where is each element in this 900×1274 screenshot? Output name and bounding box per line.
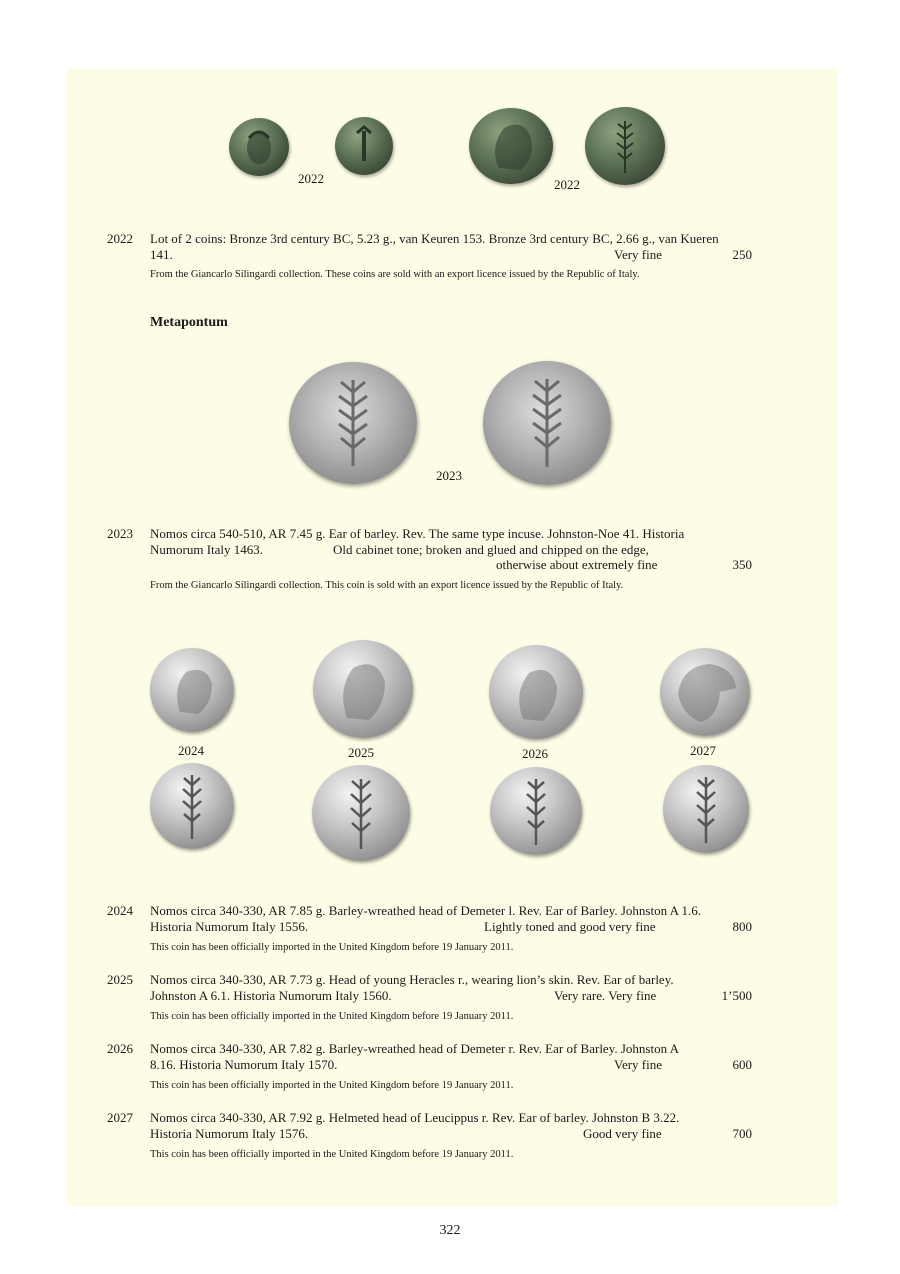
head-portrait-icon — [229, 118, 289, 176]
lot-estimate: 800 — [732, 918, 752, 934]
lot-description-2026 — [150, 1041, 752, 1072]
coin-2027-reverse-image — [663, 765, 749, 853]
lot-text-line2: Johnston A 6.1. Historia Numorum Italy 1560. — [150, 987, 392, 1003]
lot-description-2027 — [150, 1110, 752, 1141]
barley-ear-icon — [663, 765, 749, 853]
lot-estimate: 600 — [732, 1056, 752, 1072]
coin-label-2022-a: 2022 — [298, 171, 324, 186]
coin-2023-obverse-image — [289, 362, 417, 484]
section-heading: Metapontum — [150, 315, 228, 330]
lot-text-line2: Numorum Italy 1463. — [150, 541, 264, 557]
coin-label-2023: 2023 — [436, 468, 462, 483]
coin-2024-reverse-image — [150, 763, 234, 849]
lot-text-line1: Nomos circa 340-330, AR 7.82 g. Barley-wreathed head of Demeter r. Rev. Ear of Barley. Johnston A — [150, 1041, 680, 1056]
head-portrait-icon — [150, 648, 234, 732]
lot-provenance-note-2024: This coin has been officially imported in the United Kingdom before 19 January 2011. — [150, 942, 514, 953]
lot-grade-line: Old cabinet tone; broken and glued and chipped on the edge, — [333, 541, 649, 557]
lot-grade: otherwise about extremely fine — [496, 557, 658, 572]
head-portrait-icon — [313, 640, 413, 738]
lot-number-2023: 2023 — [107, 526, 133, 541]
coin-2022-b-obverse-image — [469, 108, 553, 184]
barley-ear-icon — [150, 763, 234, 849]
lot-text-line1: Lot of 2 coins: Bronze 3rd century BC, 5.23 g., van Keuren 153. Bronze 3rd century BC, 2.66 g., van Kueren — [150, 231, 719, 246]
coin-2025-obverse-image — [313, 640, 413, 738]
lot-text-line1: Nomos circa 340-330, AR 7.92 g. Helmeted head of Leucippus r. Rev. Ear of barley. Johnston B 3.22. — [150, 1110, 680, 1125]
lot-estimate: 250 — [732, 246, 752, 262]
lot-provenance-note-2026: This coin has been officially imported in the United Kingdom before 19 January 2011. — [150, 1080, 514, 1091]
coin-2022-b-reverse-image — [585, 107, 665, 185]
barley-ear-icon — [585, 107, 665, 185]
coin-2022-a-reverse-image — [335, 117, 393, 175]
coin-label-2026: 2026 — [522, 746, 548, 761]
page-number: 322 — [439, 1223, 461, 1238]
coin-label-2027: 2027 — [690, 743, 716, 758]
lot-description-2025 — [150, 972, 752, 1003]
lot-number-2025: 2025 — [107, 972, 133, 987]
lot-estimate: 1’500 — [721, 987, 752, 1003]
coin-2024-obverse-image — [150, 648, 234, 732]
barley-ear-icon — [490, 767, 582, 855]
lot-grade: Very rare. Very fine — [554, 987, 657, 1003]
lot-provenance-note-2023: From the Giancarlo Silingardi collection. This coin is sold with an export licence issued by the Republic of Italy. — [150, 580, 624, 591]
coin-2022-a-obverse-image — [229, 118, 289, 176]
coin-label-2022-b: 2022 — [554, 177, 580, 192]
coin-2027-obverse-image — [660, 648, 750, 736]
helmeted-head-icon — [660, 648, 750, 736]
coin-2026-obverse-image — [489, 645, 583, 739]
lot-number-2026: 2026 — [107, 1041, 133, 1056]
torch-icon — [335, 117, 393, 175]
lot-number-2022: 2022 — [107, 231, 133, 246]
lot-description-2024 — [150, 903, 752, 934]
head-portrait-icon — [469, 108, 553, 184]
lot-description-2022 — [150, 231, 752, 262]
coin-2026-reverse-image — [490, 767, 582, 855]
lot-provenance-note-2027: This coin has been officially imported in the United Kingdom before 19 January 2011. — [150, 1149, 514, 1160]
lot-grade: Lightly toned and good very fine — [484, 918, 656, 934]
lot-text-line2: Historia Numorum Italy 1556. — [150, 918, 309, 934]
lot-grade: Very fine — [614, 1056, 663, 1072]
lot-estimate: 700 — [732, 1125, 752, 1141]
lot-provenance-note-2022: From the Giancarlo Silingardi collection. These coins are sold with an export licence issued by the Republic of Italy. — [150, 269, 640, 280]
head-portrait-icon — [489, 645, 583, 739]
coin-label-2024: 2024 — [178, 743, 204, 758]
lot-number-2024: 2024 — [107, 903, 133, 918]
lot-text-line1: Nomos circa 540-510, AR 7.45 g. Ear of barley. Rev. The same type incuse. Johnston-Noe 41. Historia — [150, 526, 685, 541]
lot-text-line2: 8.16. Historia Numorum Italy 1570. — [150, 1056, 338, 1072]
coin-label-2025: 2025 — [348, 745, 374, 760]
lot-provenance-note-2025: This coin has been officially imported in the United Kingdom before 19 January 2011. — [150, 1011, 514, 1022]
barley-ear-icon — [312, 765, 410, 861]
lot-text-line1: Nomos circa 340-330, AR 7.73 g. Head of young Heracles r., wearing lion’s skin. Rev. Ear of barley. — [150, 972, 674, 987]
lot-text-line2: 141. — [150, 246, 173, 262]
barley-ear-icon — [483, 361, 611, 485]
coin-2025-reverse-image — [312, 765, 410, 861]
coin-2023-reverse-image — [483, 361, 611, 485]
lot-text-line2: Historia Numorum Italy 1576. — [150, 1125, 309, 1141]
lot-estimate: 350 — [732, 557, 752, 572]
lot-number-2027: 2027 — [107, 1110, 133, 1125]
lot-grade: Good very fine — [583, 1125, 662, 1141]
lot-grade: Very fine — [614, 246, 663, 262]
lot-text-line1: Nomos circa 340-330, AR 7.85 g. Barley-wreathed head of Demeter l. Rev. Ear of Barley. Johnston A 1.6. — [150, 903, 702, 918]
lot-description-2023 — [150, 526, 752, 573]
barley-ear-icon — [289, 362, 417, 484]
